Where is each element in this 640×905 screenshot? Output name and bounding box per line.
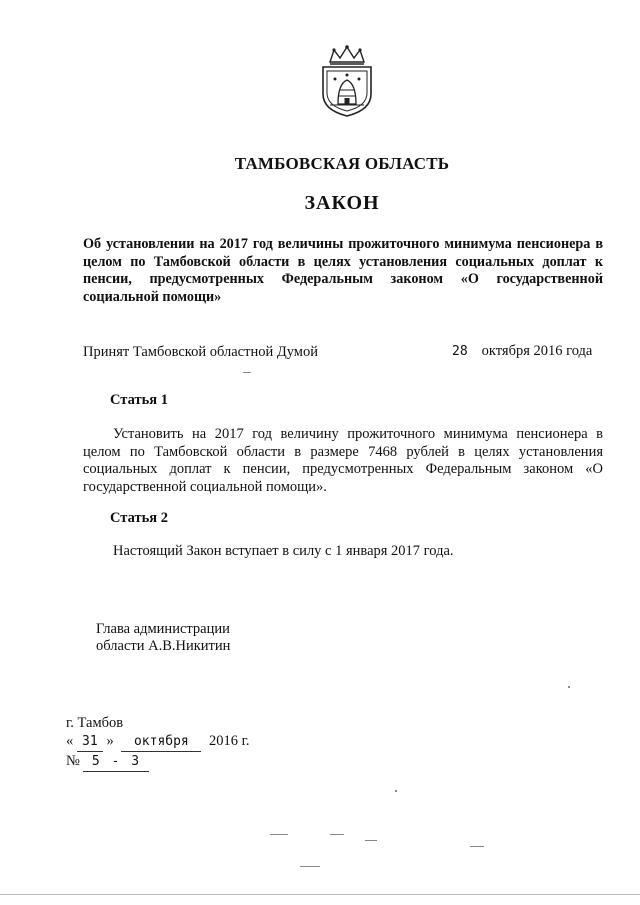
signing-date (66, 732, 250, 752)
adoption-statement: Принят Тамбовской областной Думой (83, 344, 318, 360)
law-number (66, 752, 250, 772)
tambov-coat-of-arms-icon (316, 44, 378, 118)
signing-year: 2016 г. (209, 733, 250, 749)
adoption-day: 28 (452, 344, 468, 359)
document-type-heading: ЗАКОН (304, 192, 380, 214)
region-heading: ТАМБОВСКАЯ ОБЛАСТЬ (234, 154, 450, 173)
signature-position: Глава администрации (96, 621, 230, 637)
quote-open: « (66, 733, 74, 749)
signature-name: области А.В.Никитин (96, 638, 231, 654)
article-1-heading: Статья 1 (110, 392, 168, 408)
signature-block (96, 621, 230, 655)
law-number-value: 5 - 3 (83, 753, 149, 772)
law-title: Об установлении на 2017 год величины прожиточного минимума пенсионера в целом по Тамбовской области в целях установления социальных доплат к пенсии, предусмотренных Федеральным законом «О государственной социальной помощи» (83, 236, 603, 305)
adoption-date (452, 343, 592, 360)
adoption-month-year: октября 2016 года (481, 343, 593, 359)
city: г. Тамбов (66, 715, 124, 731)
number-prefix: № (66, 753, 80, 769)
place-date-number-block (66, 714, 250, 772)
signing-month: октября (121, 733, 201, 752)
quote-close: » (106, 733, 114, 749)
article-2-heading: Статья 2 (110, 510, 168, 526)
signing-day: 31 (77, 733, 103, 752)
article-2-text: Настоящий Закон вступает в силу с 1 января 2017 года. (113, 543, 454, 559)
article-1-text: Установить на 2017 год величину прожиточного минимума пенсионера в целом по Тамбовской области в размере 7468 рублей в целях установления социальных доплат к пенсии, предусмотренных Федеральным законом «О государственной социальной помощи». (83, 426, 603, 495)
